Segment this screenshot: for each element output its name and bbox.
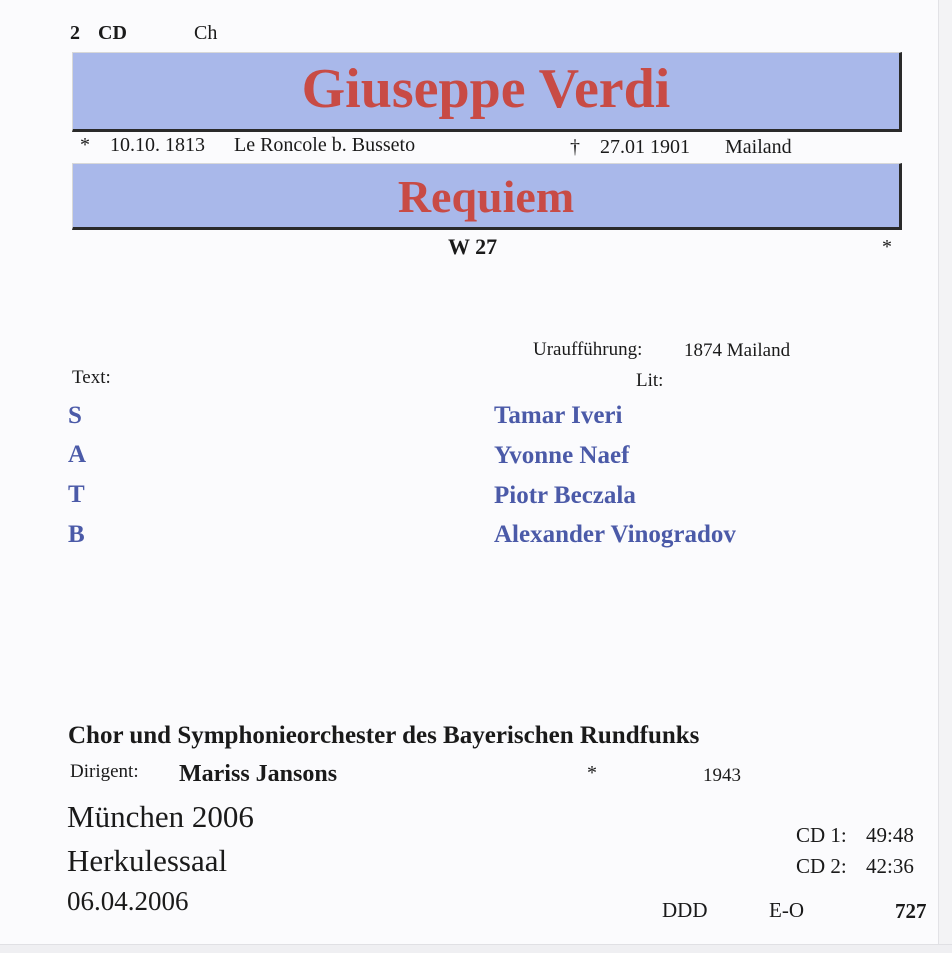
catalog-number: W 27 bbox=[448, 234, 498, 259]
voice-tenor: T bbox=[68, 481, 85, 508]
catalog-index-number: 727 bbox=[895, 899, 927, 923]
composer-banner bbox=[72, 52, 902, 132]
premiere-value: 1874 Mailand bbox=[684, 340, 791, 361]
premiere-label: Uraufführung: bbox=[533, 339, 643, 360]
composer-name: Giuseppe Verdi bbox=[301, 58, 671, 120]
birth-date: 10.10. 1813 bbox=[110, 134, 205, 156]
recording-place-year: München 2006 bbox=[67, 799, 254, 834]
recording-date: 06.04.2006 bbox=[67, 886, 189, 916]
lit-label: Lit: bbox=[636, 370, 664, 391]
cd2-duration: 42:36 bbox=[866, 854, 914, 878]
cd1-label: CD 1: bbox=[796, 823, 847, 847]
soloist-tenor: Piotr Beczala bbox=[494, 482, 636, 509]
death-date: 27.01 1901 bbox=[600, 136, 690, 158]
disc-count: 2 bbox=[70, 22, 80, 44]
work-title-banner bbox=[72, 163, 902, 230]
soloist-alto: Yvonne Naef bbox=[494, 442, 630, 469]
death-symbol: † bbox=[570, 136, 580, 158]
birth-symbol: * bbox=[80, 134, 90, 156]
text-label: Text: bbox=[72, 367, 111, 388]
catalog-asterisk: * bbox=[882, 236, 892, 258]
cd2-label: CD 2: bbox=[796, 854, 847, 878]
voice-bass: B bbox=[68, 521, 85, 548]
death-place: Mailand bbox=[725, 136, 792, 158]
conductor-label: Dirigent: bbox=[70, 761, 139, 782]
cd1-duration: 49:48 bbox=[866, 823, 914, 847]
birth-place: Le Roncole b. Busseto bbox=[234, 134, 416, 156]
card-right-edge bbox=[938, 0, 952, 952]
soloist-bass: Alexander Vinogradov bbox=[494, 521, 736, 548]
format-label: CD bbox=[98, 22, 127, 44]
conductor-birth-symbol: * bbox=[587, 762, 597, 784]
voice-alto: A bbox=[68, 441, 87, 468]
ensemble-name: Chor und Symphonieorchester des Bayerischen Rundfunks bbox=[68, 722, 700, 749]
conductor-name: Mariss Jansons bbox=[179, 761, 338, 787]
audio-code: DDD bbox=[662, 898, 708, 922]
recording-venue: Herkulessaal bbox=[67, 843, 228, 878]
soloist-soprano: Tamar Iveri bbox=[494, 402, 623, 429]
category-code: E-O bbox=[769, 898, 804, 922]
voice-soprano: S bbox=[68, 402, 82, 429]
code-label: Ch bbox=[194, 22, 218, 44]
work-title: Requiem bbox=[397, 171, 575, 222]
conductor-birth-year: 1943 bbox=[703, 765, 741, 786]
